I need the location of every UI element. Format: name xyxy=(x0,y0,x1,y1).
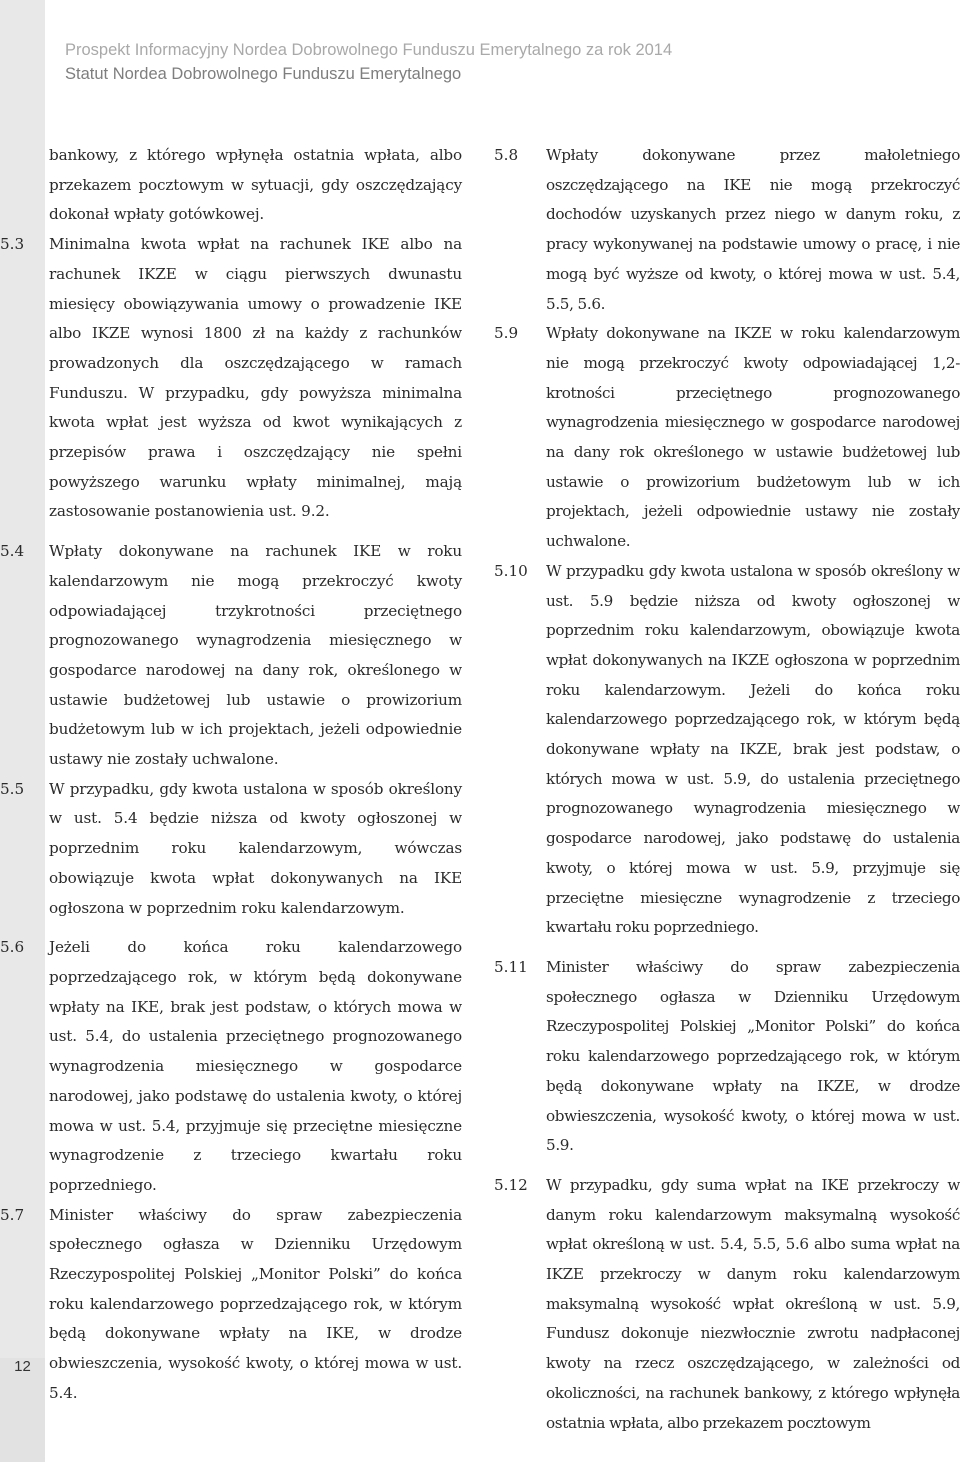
clause-5-6 xyxy=(0,933,462,1200)
clause-number: 5.8 xyxy=(494,146,519,164)
clause-number: 5.5 xyxy=(0,779,25,798)
clause-text: Minister właściwy do spraw zabezpieczenia społecznego ogłasza w Dzienniku Urzędowym Rzeczypospolitej Polskiej „Monitor Polski” do końca roku kalendarzowego poprzedzającego rok, w którym będą dokonywane wpłaty na IKE, w drodze obwieszczenia, wysokość kwoty, o której mowa w ust. 5.4. xyxy=(49,1205,462,1402)
clause-5-11 xyxy=(494,953,960,1161)
clause-number: 5.10 xyxy=(494,561,528,580)
clause-text: Minister właściwy do spraw zabezpieczenia społecznego ogłasza w Dzienniku Urzędowym Rzeczypospolitej Polskiej „Monitor Polski” do końca roku kalendarzowego poprzedzającego rok, w którym będą dokonywane wpłaty na IKZE, w drodze obwieszczenia, wysokość kwoty, o której mowa w ust. 5.9. xyxy=(546,957,960,1155)
right-column xyxy=(494,141,960,1438)
document-header xyxy=(65,38,672,86)
clause-5-10 xyxy=(494,557,960,943)
clause-5-4 xyxy=(0,537,462,775)
clause-number: 5.11 xyxy=(494,957,528,976)
clause-text: bankowy, z którego wpłynęła ostatnia wpłata, albo przekazem pocztowym w sytuacji, gdy oszczędzający dokonał wpłaty gotówkowej. xyxy=(49,146,462,224)
clause-5-3 xyxy=(0,230,462,527)
clause-text: Wpłaty dokonywane na IKZE w roku kalendarzowym nie mogą przekroczyć kwoty odpowiadającej 1,2-krotności przeciętnego prognozowanego wynagrodzenia miesięcznego w gospodarce narodowej na dany rok określonego w ustawie budżetowej lub ustawie o prowizorium budżetowym lub w ich projektach, jeżeli odpowiednie ustawy nie zostały uchwalone. xyxy=(546,324,960,551)
clause-number: 5.3 xyxy=(0,235,25,254)
clause-text: W przypadku gdy kwota ustalona w sposób określony w ust. 5.9 będzie niższa od kwoty ogłoszonej w poprzednim roku kalendarzowym, obowiązuje kwota wpłat dokonywanych na IKZE ogłoszona w poprzednim roku kalendarzowym. Jeżeli do końca roku kalendarzowego poprzedzającego rok, w którym będą dokonywane wpłaty na IKZE, brak jest podstaw, o których mowa w ust. 5.9, do ustalenia przeciętnego prognozowanego wynagrodzenia miesięcznego w gospodarce narodowej, jako podstawę do ustalenia kwoty, o której mowa w ust. 5.9, przyjmuje się przeciętne miesięczne wynagrodzenie z trzeciego kwartału roku poprzedniego. xyxy=(546,561,960,937)
clause-number: 5.9 xyxy=(494,324,519,343)
clause-5-8 xyxy=(494,141,960,319)
clause-continuation xyxy=(0,141,462,230)
page-number: 12 xyxy=(14,1358,31,1375)
clause-number: 5.12 xyxy=(494,1175,528,1194)
clause-5-5 xyxy=(0,775,462,924)
clause-number: 5.7 xyxy=(0,1205,25,1224)
clause-text: W przypadku, gdy kwota ustalona w sposób określony w ust. 5.4 będzie niższa od kwoty ogłoszonej w poprzednim roku kalendarzowym, wówczas obowiązuje kwota wpłat dokonywanych na IKE ogłoszona w poprzednim roku kalendarzowym. xyxy=(49,779,462,917)
left-column xyxy=(0,141,462,1409)
clause-text: W przypadku, gdy suma wpłat na IKE przekroczy w danym roku kalendarzowym maksymalną wysokość wpłat określoną w ust. 5.4, 5.5, 5.6 albo suma wpłat na IKZE przekroczy w danym roku kalendarzowym maksymalną wysokość wpłat określoną w ust. 5.9, Fundusz dokonuje niezwłocznie zwrotu nadpłaconej kwoty na rzecz oszczędzającego, w zależności od okoliczności, na rachunek bankowy, z którego wpłynęła ostatnia wpłata, albo przekazem pocztowym xyxy=(546,1175,960,1432)
clause-text: Minimalna kwota wpłat na rachunek IKE albo na rachunek IKZE w ciągu pierwszych dwunastu miesięcy obowiązywania umowy o prowadzenie IKE albo IKZE wynosi 1800 zł na każdy z rachunków prowadzonych dla oszczędzającego w ramach Funduszu. W przypadku, gdy powyższa minimalna kwota wpłat jest wyższa od kwot wynikających z przepisów prawa i oszczędzający nie spełni powyższego warunku wpłaty minimalnej, mają zastosowanie postanowienia ust. 9.2. xyxy=(49,235,462,521)
header-title: Prospekt Informacyjny Nordea Dobrowolnego Funduszu Emerytalnego za rok 2014 xyxy=(65,41,673,59)
clause-5-12 xyxy=(494,1171,960,1438)
clause-text: Jeżeli do końca roku kalendarzowego poprzedzającego rok, w którym będą dokonywane wpłaty na IKE, brak jest podstaw, o których mowa w ust. 5.4, do ustalenia przeciętnego prognozowanego wynagrodzenia miesięcznego w gospodarce narodowej, jako podstawę do ustalenia kwoty, o której mowa w ust. 5.4, przyjmuje się przeciętne miesięczne wynagrodzenie z trzeciego kwartału roku poprzedniego. xyxy=(49,938,462,1194)
clause-text: Wpłaty dokonywane na rachunek IKE w roku kalendarzowym nie mogą przekroczyć kwoty odpowiadającej trzykrotności przeciętnego prognozowanego wynagrodzenia miesięcznego w gospodarce narodowej na dany rok, określonego w ustawie budżetowej lub ustawie o prowizorium budżetowym lub w ich projektach, jeżeli odpowiednie ustawy nie zostały uchwalone. xyxy=(49,542,462,769)
clause-number: 5.4 xyxy=(0,542,25,561)
header-subtitle: Statut Nordea Dobrowolnego Funduszu Emerytalnego xyxy=(65,65,462,83)
clause-5-7 xyxy=(0,1201,462,1409)
clause-text: Wpłaty dokonywane przez małoletniego oszczędzającego na IKE nie mogą przekroczyć dochodów uzyskanych przez niego w danym roku, z pracy wykonywanej na podstawie umowy o pracę, i nie mogą być wyższe od kwoty, o której mowa w ust. 5.4, 5.5, 5.6. xyxy=(546,146,960,313)
clause-5-9 xyxy=(494,319,960,557)
clause-number: 5.6 xyxy=(0,938,25,957)
